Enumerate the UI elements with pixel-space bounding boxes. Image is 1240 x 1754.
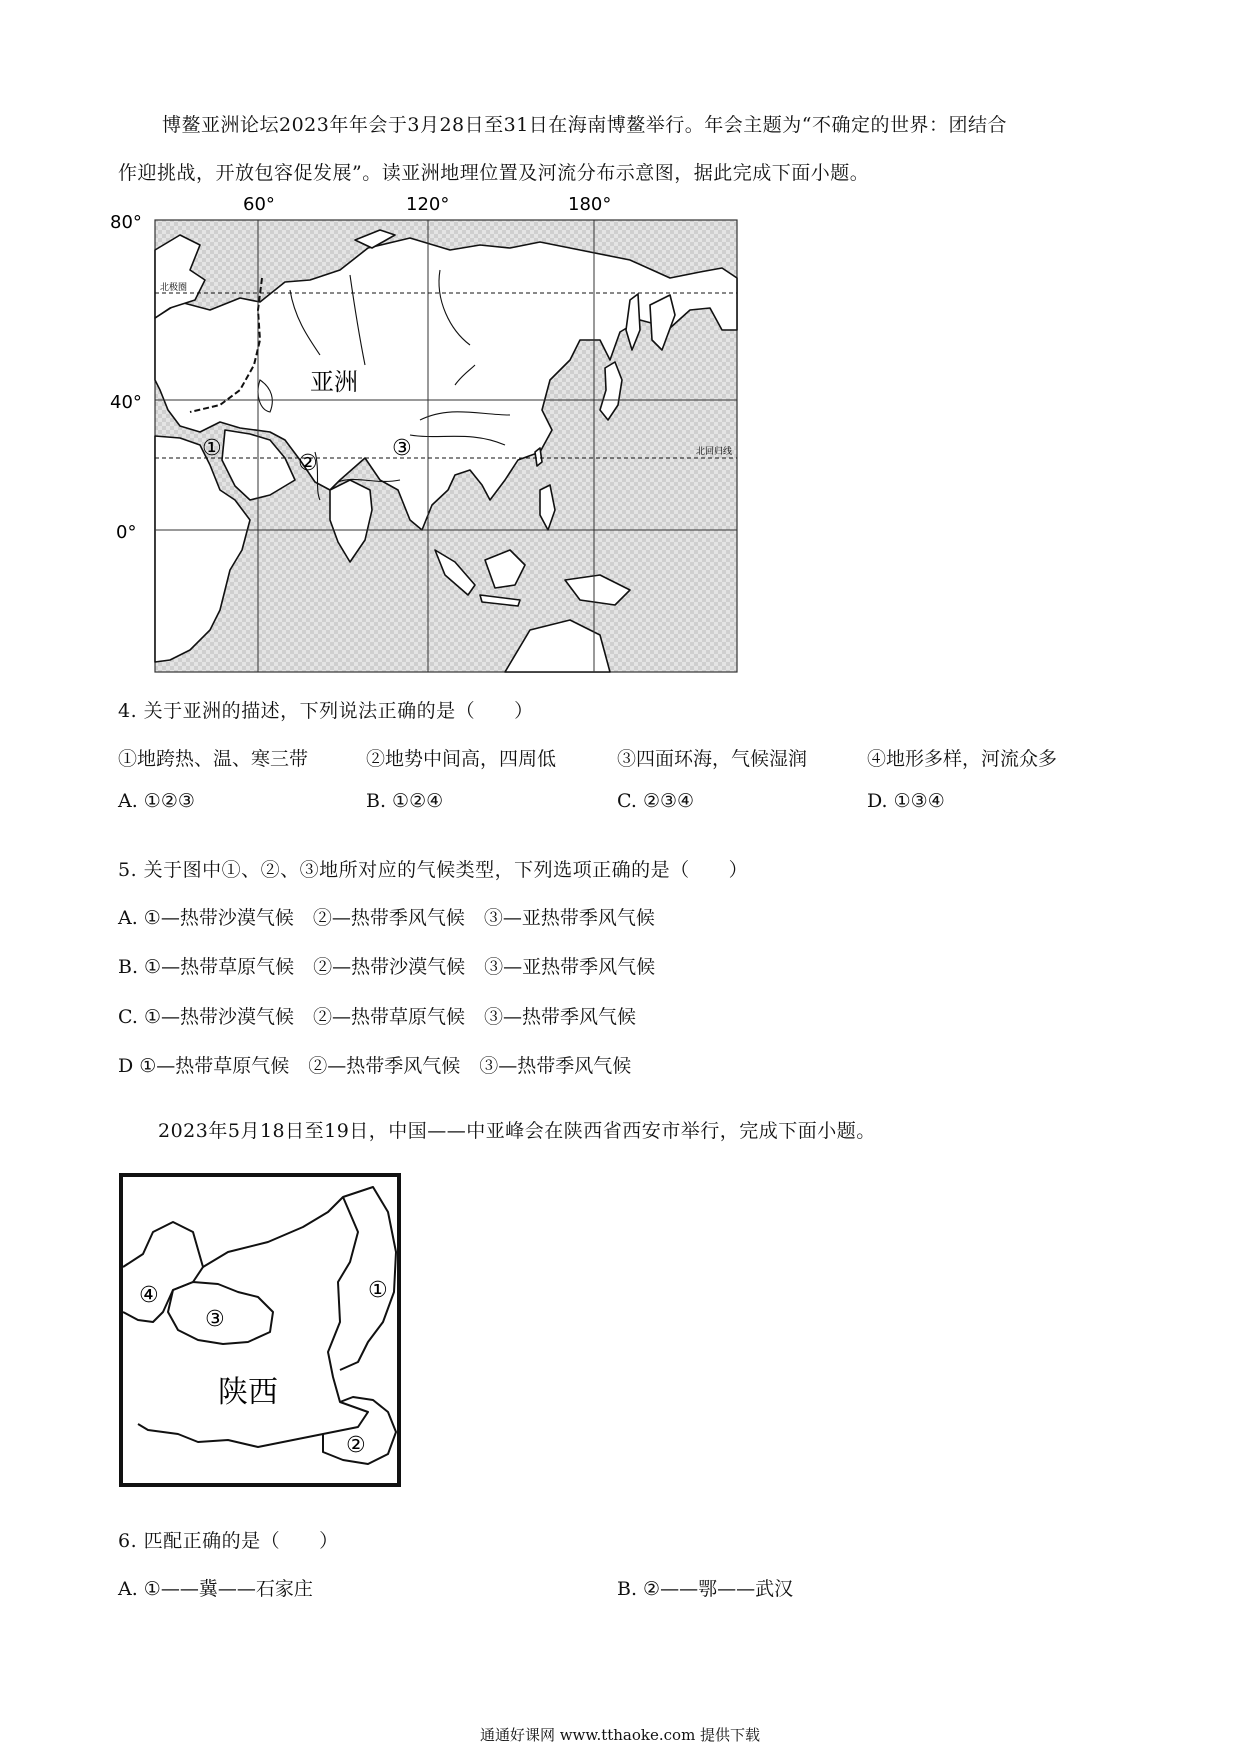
q6-stem: 6. 匹配正确的是（ ） <box>118 1530 339 1552</box>
q5-option-d: D ①—热带草原气候 ②—热带季风气候 ③—热带季风气候 <box>118 1055 632 1077</box>
lat-label-0: 0° <box>116 522 137 543</box>
tropic-label: 北回归线 <box>696 447 733 457</box>
lon-label-180: 180° <box>568 194 612 215</box>
q4-option-a: A. ①②③ <box>118 790 195 812</box>
footer-credit: 通通好课网 www.tthaoke.com 提供下载 <box>479 1726 761 1744</box>
q5-option-a: A. ①—热带沙漠气候 ②—热带季风气候 ③—亚热带季风气候 <box>118 907 655 929</box>
continent-label: 亚洲 <box>310 368 358 396</box>
intro-line-1: 博鳌亚洲论坛2023年年会于3月28日至31日在海南博鳌举行。年会主题为“不确定的世界：团结合 <box>162 114 1008 136</box>
marker-1: ① <box>202 436 222 461</box>
arctic-circle-label: 北极圈 <box>160 283 188 293</box>
province-label: 陕西 <box>218 1375 278 1410</box>
lat-label-40: 40° <box>110 392 142 413</box>
q4-option-c: C. ②③④ <box>617 790 695 812</box>
q4-statement-2: ②地势中间高，四周低 <box>366 748 557 770</box>
q5-option-b: B. ①—热带草原气候 ②—热带沙漠气候 ③—亚热带季风气候 <box>118 956 656 978</box>
q4-statement-4: ④地形多样，河流众多 <box>867 748 1058 770</box>
lon-label-120: 120° <box>406 194 450 215</box>
q4-stem: 4. 关于亚洲的描述，下列说法正确的是（ ） <box>118 700 534 722</box>
marker-2: ② <box>298 451 318 476</box>
q6-option-a: A. ①——冀——石家庄 <box>118 1578 313 1600</box>
lat-label-80: 80° <box>110 212 142 233</box>
lon-label-60: 60° <box>243 194 275 215</box>
q4-option-b: B. ①②④ <box>366 790 444 812</box>
intro-2: 2023年5月18日至19日，中国——中亚峰会在陕西省西安市举行，完成下面小题。 <box>158 1120 876 1142</box>
map2-marker-4: ④ <box>139 1283 159 1308</box>
q4-option-d: D. ①③④ <box>867 790 945 812</box>
map2-marker-2: ② <box>346 1433 366 1458</box>
q4-statement-1: ①地跨热、温、寒三带 <box>118 748 309 770</box>
asia-map <box>110 190 750 680</box>
q5-option-c: C. ①—热带沙漠气候 ②—热带草原气候 ③—热带季风气候 <box>118 1006 636 1028</box>
q4-statement-3: ③四面环海，气候湿润 <box>617 748 808 770</box>
map2-marker-3: ③ <box>205 1307 225 1332</box>
taiwan <box>535 448 542 466</box>
q5-stem: 5. 关于图中①、②、③地所对应的气候类型，下列选项正确的是（ ） <box>118 859 749 881</box>
marker-3: ③ <box>392 436 412 461</box>
intro-line-2: 作迎挑战，开放包容促发展”。读亚洲地理位置及河流分布示意图，据此完成下面小题。 <box>118 162 870 184</box>
q6-option-b: B. ②——鄂——武汉 <box>617 1578 794 1600</box>
shaanxi-map <box>118 1172 404 1490</box>
map2-marker-1: ① <box>368 1278 388 1303</box>
